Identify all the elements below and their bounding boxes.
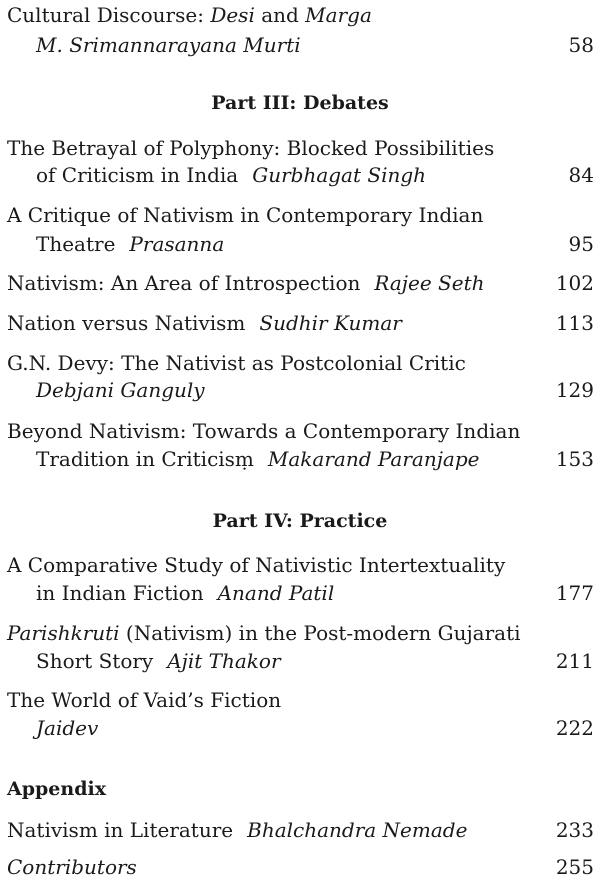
toc-entry-title: Cultural Discourse: xyxy=(7,3,211,27)
toc-entry-line xyxy=(0,618,600,648)
toc-entry-page-number: 129 xyxy=(555,378,594,402)
toc-entry-line xyxy=(0,646,600,676)
toc-entry-page-number: 95 xyxy=(568,232,594,256)
toc-entry-page-number: 58 xyxy=(568,33,594,57)
toc-entry-page-number: 177 xyxy=(555,581,594,605)
toc-entry-page-number: 153 xyxy=(555,447,594,471)
toc-entry-title: (Nativism) in the Post-modern Gujarati xyxy=(119,621,521,645)
toc-entry-page-number: 113 xyxy=(555,311,594,335)
toc-entry-author: Bhalchandra Nemade xyxy=(247,818,468,842)
toc-entry-author: Prasanna xyxy=(129,232,225,256)
part-iv-heading: Part IV: Practice xyxy=(212,510,388,532)
toc-entry-page-number: 211 xyxy=(555,649,594,673)
toc-entry-page-number: 84 xyxy=(568,163,594,187)
toc-entry-line xyxy=(0,133,600,163)
toc-entry-line xyxy=(0,160,600,190)
toc-entry-title-italic: Parishkruti xyxy=(7,621,120,645)
toc-entry-line xyxy=(0,268,600,298)
toc-entry-line xyxy=(0,578,600,608)
toc-entry-page-number: 255 xyxy=(555,855,594,879)
toc-entry-title: A Comparative Study of Nativistic Intertextuality xyxy=(7,553,506,577)
part-iii-heading: Part III: Debates xyxy=(211,92,389,114)
toc-entry-title: Beyond Nativism: Towards a Contemporary Indian xyxy=(7,419,521,443)
toc-entry-page-number: 222 xyxy=(555,716,594,740)
toc-entry-title: The Betrayal of Polyphony: Blocked Possibilities xyxy=(7,136,495,160)
toc-entry-title: Nation versus Nativism xyxy=(7,311,246,335)
toc-entry-line xyxy=(0,685,600,715)
toc-entry-title-italic: Marga xyxy=(305,3,372,27)
toc-entry-line xyxy=(0,416,600,446)
toc-entry-author: Rajee Seth xyxy=(374,271,485,295)
toc-entry-title: Short Story xyxy=(36,649,154,673)
toc-entry-title: in Indian Fiction xyxy=(36,581,204,605)
toc-entry-line xyxy=(0,348,600,378)
toc-entry-cultural-discourse-line1 xyxy=(0,0,600,30)
toc-entry-line xyxy=(0,713,600,743)
toc-entry-author: Debjani Ganguly xyxy=(36,378,205,402)
toc-entry-author: Gurbhagat Singh xyxy=(252,163,427,187)
toc-entry-line xyxy=(0,815,600,845)
toc-entry-title: A Critique of Nativism in Contemporary Indian xyxy=(7,203,484,227)
toc-entry-line xyxy=(0,229,600,259)
toc-entry-author: Anand Patil xyxy=(217,581,335,605)
appendix-heading: Appendix xyxy=(7,778,107,800)
toc-entry-author: Ajit Thakor xyxy=(167,649,281,673)
toc-entry-author: Sudhir Kumar xyxy=(259,311,402,335)
toc-entry-page-number: 233 xyxy=(555,818,594,842)
toc-entry-title: Theatre xyxy=(36,232,116,256)
toc-entry-title-italic: Contributors xyxy=(7,855,137,879)
toc-entry-title: G.N. Devy: The Nativist as Postcolonial Critic xyxy=(7,351,466,375)
toc-entry-line xyxy=(0,375,600,405)
toc-entry-line xyxy=(0,550,600,580)
toc-entry-line xyxy=(0,444,600,474)
toc-entry-title: and xyxy=(254,3,306,27)
toc-entry-line xyxy=(0,852,600,882)
toc-entry-author: Makarand Paranjape xyxy=(267,447,480,471)
toc-entry-title: of Criticism in India xyxy=(36,163,239,187)
toc-entry-title: Nativism in Literature xyxy=(7,818,234,842)
toc-entry-line xyxy=(0,308,600,338)
toc-entry-author: Jaidev xyxy=(36,716,99,740)
toc-entry-title: The World of Vaid’s Fiction xyxy=(7,688,282,712)
toc-entry-author: M. Srimannarayana Murti xyxy=(36,33,301,57)
toc-entry-title: Nativism: An Area of Introspection xyxy=(7,271,361,295)
toc-entry-cultural-discourse-line2 xyxy=(0,30,600,60)
toc-entry-title-italic: Desi xyxy=(210,3,255,27)
toc-entry-title: Tradition in Criticisṃ xyxy=(36,447,254,471)
toc-entry-page-number: 102 xyxy=(555,271,594,295)
toc-entry-line xyxy=(0,200,600,230)
